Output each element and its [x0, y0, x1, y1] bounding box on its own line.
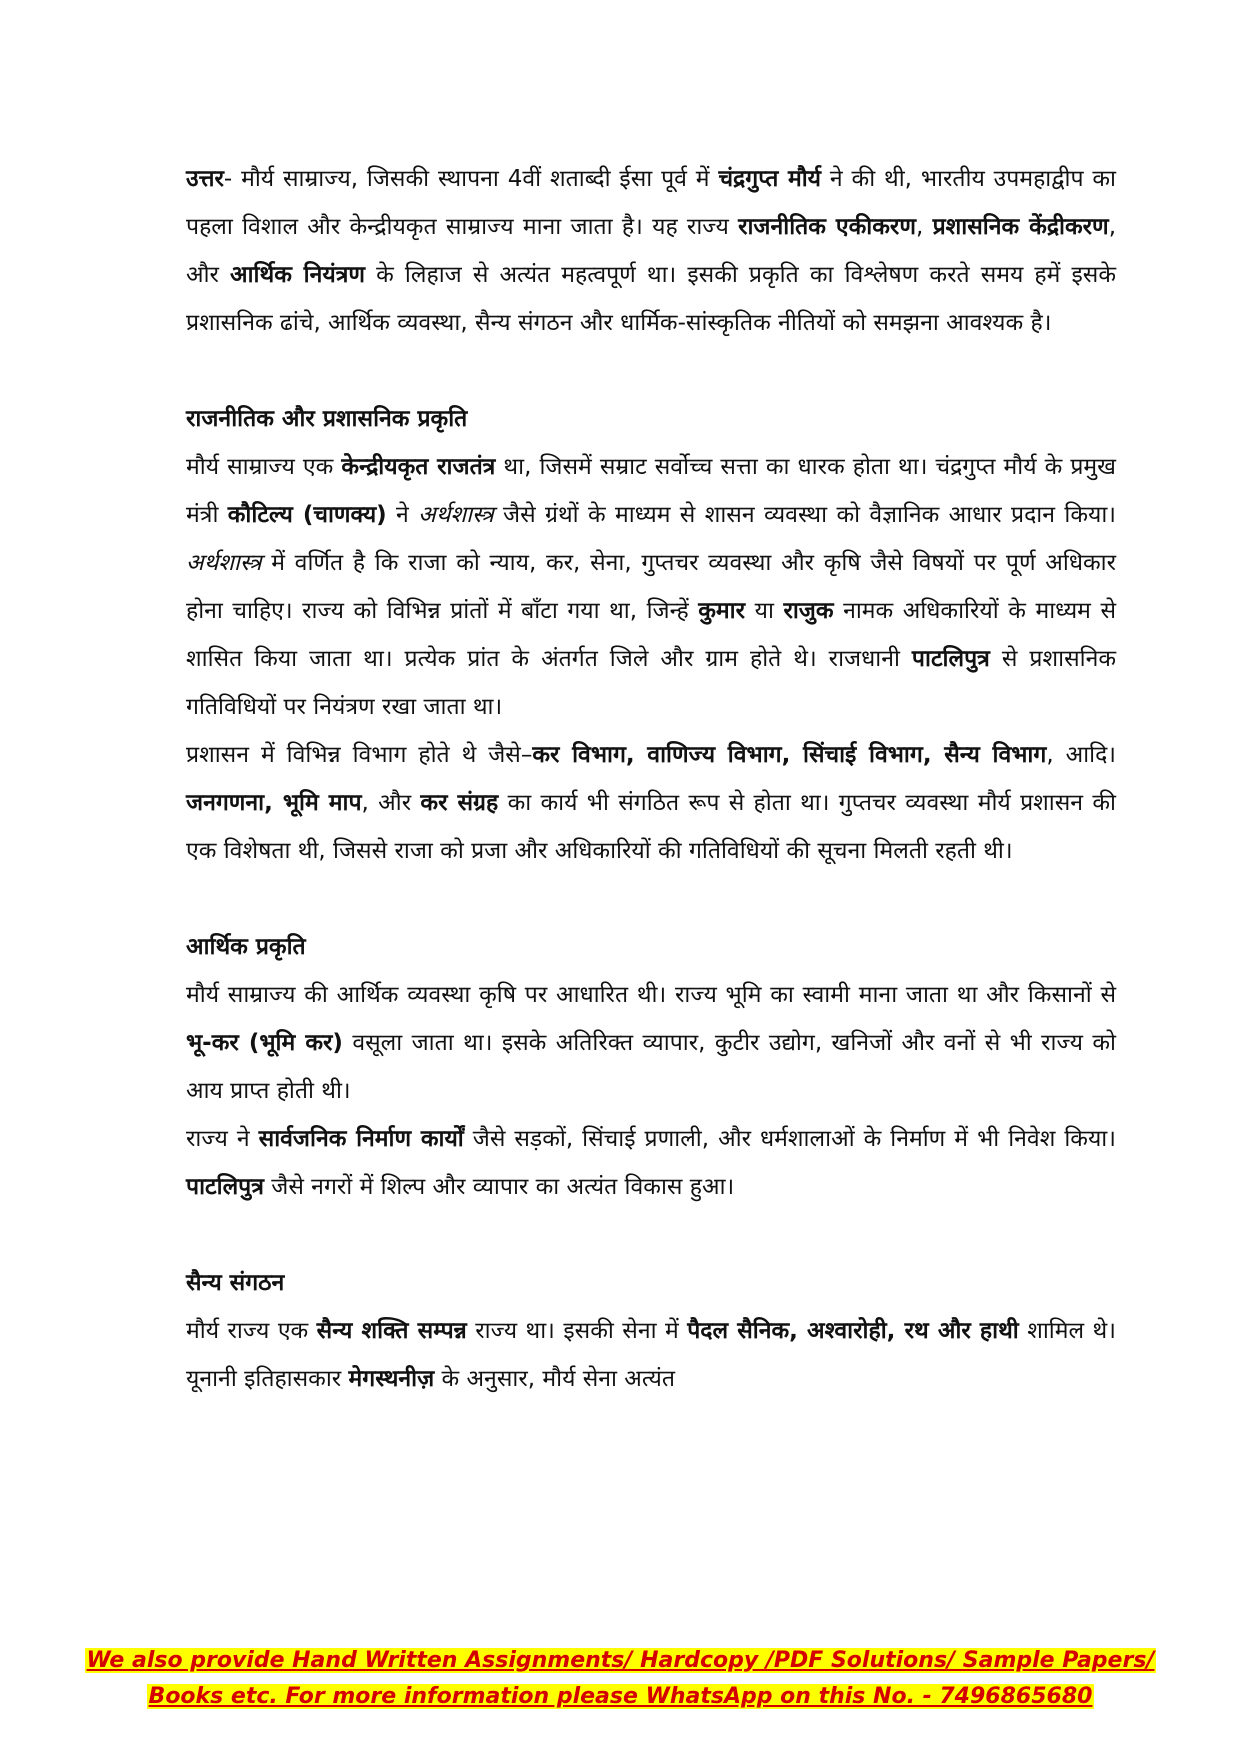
answer-label: उत्तर — [186, 166, 224, 192]
economic-paragraph-2: राज्य ने सार्वजनिक निर्माण कार्यों जैसे सड़कों, सिंचाई प्रणाली, और धर्मशालाओं के निर्माण में भी निवेश किया। पाटलिपुत्र जैसे नगरों में शिल्प और व्यापार का अत्यंत विकास हुआ। — [186, 1126, 1116, 1200]
intro-paragraph: उत्तर- मौर्य साम्राज्य, जिसकी स्थापना 4वीं शताब्दी ईसा पूर्व में चंद्रगुप्त मौर्य ने की थी, भारतीय उपमहाद्वीप का पहला विशाल और केन्द्रीयकृत साम्राज्य माना जाता है। यह राज्य राजनीतिक एकीकरण, प्रशासनिक केंद्रीकरण, और आर्थिक नियंत्रण के लिहाज से अत्यंत महत्वपूर्ण था। इसकी प्रकृति का विश्लेषण करते समय हमें इसके प्रशासनिक ढांचे, आर्थिक व्यवस्था, सैन्य संगठन और धार्मिक-सांस्कृतिक नीतियों को समझना आवश्यक है। — [186, 166, 1117, 336]
political-paragraph-2: प्रशासन में विभिन्न विभाग होते थे जैसे–कर विभाग, वाणिज्य विभाग, सिंचाई विभाग, सैन्य विभाग, आदि। जनगणना, भूमि माप, और कर संग्रह का कार्य भी संगठित रूप से होता था। गुप्तचर व्यवस्था मौर्य प्रशासन की एक विशेषता थी, जिससे राजा को प्रजा और अधिकारियों की गतिविधियों की सूचना मिलती रहती थी। — [186, 742, 1117, 864]
political-paragraph-1: मौर्य साम्राज्य एक केन्द्रीयकृत राजतंत्र था, जिसमें सम्राट सर्वोच्च सत्ता का धारक होता था। चंद्रगुप्त मौर्य के प्रमुख मंत्री कौटिल्य (चाणक्य) ने अर्थशास्त्र जैसे ग्रंथों के माध्यम से शासन व्यवस्था को वैज्ञानिक आधार प्रदान किया। अर्थशास्त्र में वर्णित है कि राजा को न्याय, कर, सेना, गुप्तचर व्यवस्था और कृषि जैसे विषयों पर पूर्ण अधिकार होना चाहिए। राज्य को विभिन्न प्रांतों में बाँटा गया था, जिन्हें कुमार या राजुक नामक अधिकारियों के माध्यम से शासित किया जाता था। प्रत्येक प्रांत के अंतर्गत जिले और ग्राम होते थे। राजधानी पाटलिपुत्र से प्रशासनिक गतिविधियों पर नियंत्रण रखा जाता था। — [186, 454, 1117, 720]
promo-footer — [60, 1643, 1181, 1715]
spacer — [186, 875, 1116, 923]
heading-military: सैन्य संगठन — [186, 1270, 285, 1296]
heading-political: राजनीतिक और प्रशासनिक प्रकृति — [186, 406, 468, 432]
military-paragraph-1: मौर्य राज्य एक सैन्य शक्ति सम्पन्न राज्य था। इसकी सेना में पैदल सैनिक, अश्वारोही, रथ और हाथी शामिल थे। यूनानी इतिहासकार मेगस्थनीज़ के अनुसार, मौर्य सेना अत्यंत — [186, 1318, 1116, 1392]
heading-economic: आर्थिक प्रकृति — [186, 934, 306, 960]
spacer — [186, 1211, 1116, 1259]
footer-line-1: We also provide Hand Written Assignments/ Hardcopy /PDF Solutions/ Sample Papers/ — [86, 1648, 1155, 1673]
answer-content — [186, 155, 1116, 1403]
spacer — [186, 347, 1116, 395]
economic-paragraph-1: मौर्य साम्राज्य की आर्थिक व्यवस्था कृषि पर आधारित थी। राज्य भूमि का स्वामी माना जाता था और किसानों से भू-कर (भूमि कर) वसूला जाता था। इसके अतिरिक्त व्यापार, कुटीर उद्योग, खनिजों और वनों से भी राज्य को आय प्राप्त होती थी। — [186, 982, 1117, 1104]
footer-line-2: Books etc. For more information please WhatsApp on this No. - 7496865680 — [148, 1684, 1093, 1709]
